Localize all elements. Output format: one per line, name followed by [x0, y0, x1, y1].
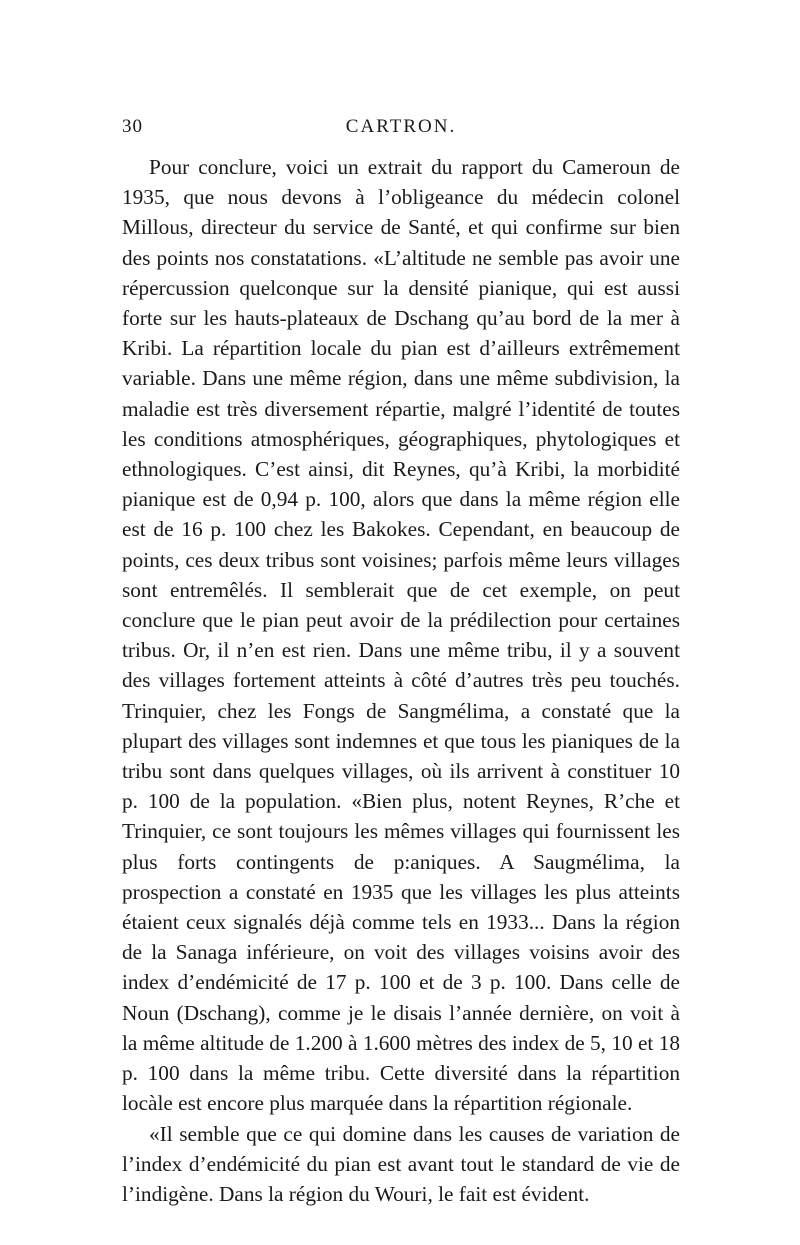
paragraph: Pour conclure, voici un extrait du rapport du Cameroun de 1935, que nous devons à l’obligeance du médecin colonel Millous, directeur du service de Santé, et qui confirme sur bien des points nos constatations. «L’altitude ne semble pas avoir une répercussion quelconque sur la densité pianique, qui est aussi forte sur les hauts-plateaux de Dschang qu’au bord de la mer à Kribi. La répartition locale du pian est d’ailleurs extrêmement variable. Dans une même région, dans une même subdivision, la maladie est très diversement répartie, malgré l’identité de toutes les conditions atmosphériques, géographiques, phytologiques et ethnologiques. C’est ainsi, dit Reynes, qu’à Kribi, la morbidité pianique est de 0,94 p. 100, alors que dans la même région elle est de 16 p. 100 chez les Bakokes. Cependant, en beaucoup de points, ces deux tribus sont voisines; parfois même leurs villages sont entremêlés. Il semblerait que de cet exemple, on peut conclure que le pian peut avoir de la prédilection pour certaines tribus. Or, il n’en est rien. Dans une même tribu, il y a souvent des villages fortement atteints à côté d’autres très peu touchés. Trinquier, chez les Fongs de Sangmélima, a constaté que la plupart des villages sont indemnes et que tous les pianiques de la tribu sont dans quelques villages, où ils arrivent à constituer 10 p. 100 de la population. «Bien plus, notent Reynes, R’che et Trinquier, ce sont toujours les mêmes villages qui fournissent les plus forts contingents de p:aniques. A Saugmélima, la prospection a constaté en 1935 que les villages les plus atteints étaient ceux signalés déjà comme tels en 1933... Dans la région de la Sanaga inférieure, on voit des villages voisins avoir des index d’endémicité de 17 p. 100 et de 3 p. 100. Dans celle de Noun (Dschang), comme je le disais l’année dernière, on voit à la même altitude de 1.200 à 1.600 mètres des index de 5, 10 et 18 p. 100 dans la même tribu. Cette diversité dans la répartition locàle est encore plus marquée dans la répartition régionale.	[122, 155, 680, 1116]
paragraph: «Il semble que ce qui domine dans les causes de variation de l’index d’endémicité du pian est avant tout le standard de vie de l’indigène. Dans la région du Wouri, le fait est évident.	[122, 1121, 680, 1206]
running-title: CARTRON.	[345, 116, 457, 137]
body-text	[122, 152, 680, 1209]
running-head	[122, 116, 680, 144]
page-number: 30	[122, 116, 143, 137]
